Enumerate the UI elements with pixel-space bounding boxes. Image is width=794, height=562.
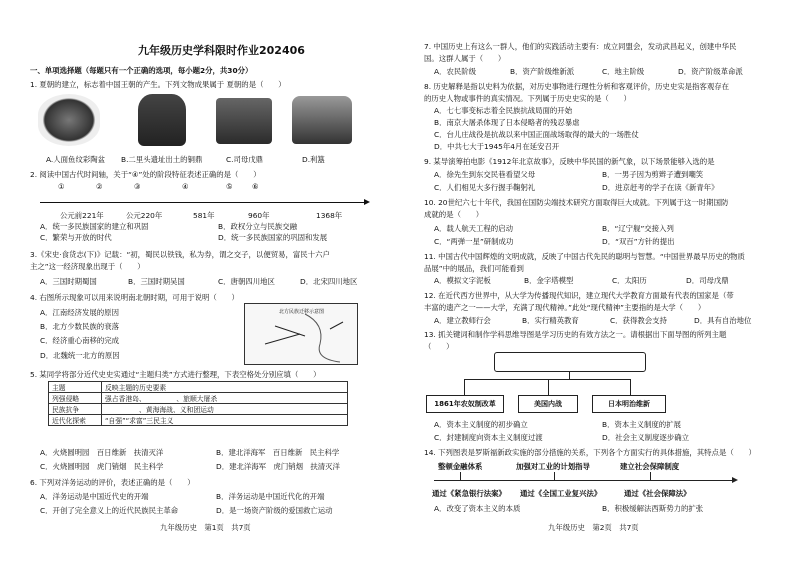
timeline-marker-3: ③ [134, 182, 141, 191]
artifact-image-b [138, 94, 186, 146]
q14-option-b[interactable]: B．积极缓解法西斯势力的扩张 [602, 504, 704, 513]
q6-option-b[interactable]: B．洋务运动是中国近代化的开端 [216, 492, 325, 501]
mindmap-connector [464, 379, 630, 380]
coastline-path [305, 314, 340, 362]
q4-option-d[interactable]: D．北魏统一北方的原因 [40, 351, 120, 360]
q11-option-a[interactable]: A．模拟文字泥板 [434, 276, 491, 285]
q5-option-b[interactable]: B．建北洋海军 百日维新 民主科学 [216, 448, 340, 457]
q3-stem: 3.《宋史·食货志(下)》记载：“初，蜀民以铁钱，私为券，谓之交子，以便贸易，富民十六户 [30, 250, 330, 259]
q2-stem: 2. 阅读中国古代时间轴，关于“④”处的阶段特征表述正确的是（ ） [30, 170, 261, 179]
q14-flow-line [434, 480, 734, 481]
q10-option-c[interactable]: C．“两弹一星”研制成功 [434, 237, 514, 246]
q4-option-c[interactable]: C．经济重心南移的完成 [40, 336, 120, 345]
timeline-date-2: 公元220年 [126, 211, 163, 220]
q2-option-d[interactable]: D．统一多民族国家的巩固和发展 [218, 233, 328, 242]
q12-stem-2: 丰富的遗产之一——大学，充满了现代精神。”此处“现代精神”主要指的是大学（ ） [424, 303, 706, 312]
q11-option-b[interactable]: B．金字塔模型 [524, 276, 574, 285]
q14-option-a[interactable]: A．改变了资本主义的本质 [434, 504, 521, 513]
q14-via-1: 通过《紧急银行法案》 [432, 489, 506, 498]
q3-stem-2: 主之”这一经济现象出现于（ ） [30, 262, 145, 271]
q8-stem-2: 的历史人物或事件的真实情况。下列属于历史史实的是（ ） [424, 94, 631, 103]
q13-option-d[interactable]: D．社会主义制度逐步确立 [602, 433, 689, 442]
timeline-marker-2: ② [96, 182, 103, 191]
mindmap-connector [464, 379, 465, 395]
q7-stem-2: 国。这群人属于（ ） [424, 54, 506, 63]
q14-label-finance: 整顿金融体系 [438, 462, 483, 471]
q13-stem: 13. 抓关键词和制作学科思维导图是学习历史的有效方法之一。请根据出下面导图的所列主题 [424, 330, 727, 339]
q8-option-d[interactable]: D．中共七大于1945年4月在延安召开 [434, 142, 560, 151]
q12-option-a[interactable]: A．建立教师行会 [434, 316, 491, 325]
q4-option-b[interactable]: B．北方少数民族的衰落 [40, 322, 119, 331]
timeline-date-3: 581年 [193, 211, 215, 220]
q9-option-a[interactable]: A．徐先生到东交民巷看望父母 [434, 170, 536, 179]
table-cell: 强占香港岛、 、旅顺大屠杀 [102, 393, 348, 404]
timeline-marker-6: ⑥ [252, 182, 259, 191]
q14-tick [650, 472, 651, 480]
q2-option-b[interactable]: B．政权分立与民族交融 [218, 222, 297, 231]
table-row [49, 404, 348, 415]
q13-stem-2: （ ） [424, 342, 454, 351]
timeline-date-5: 1368年 [316, 211, 343, 220]
q14-flow-arrowhead [732, 477, 738, 483]
timeline-marker-4: ④ [182, 182, 189, 191]
q11-option-c[interactable]: C．太阳历 [612, 276, 647, 285]
q6-option-c[interactable]: C．开创了完全意义上的近代民族民主革命 [40, 506, 179, 515]
table-cell: 民族抗争 [49, 404, 102, 415]
q9-option-d[interactable]: D．进京赶考的学子在读《新青年》 [602, 183, 719, 192]
q14-via-3: 通过《社会保障法》 [624, 489, 691, 498]
timeline-axis [40, 202, 366, 203]
artifact-image-d [292, 96, 352, 144]
q5-table [48, 381, 348, 426]
table-cell: “自强”“求富”三民主义 [102, 415, 348, 426]
q6-option-a[interactable]: A．洋务运动是中国近代史的开端 [40, 492, 149, 501]
q14-label-industry: 加强对工业的计划指导 [516, 462, 590, 471]
q3-option-c[interactable]: C．唐朝四川地区 [218, 277, 275, 286]
page-left [30, 0, 382, 562]
table-cell: 主题 [49, 382, 102, 393]
footer-right: 九年级历史 第2页 共7页 [548, 523, 639, 532]
q7-option-d[interactable]: D．资产阶级革命派 [678, 67, 743, 76]
mindmap-connector [548, 379, 549, 395]
q5-stem: 5. 某同学将部分近代史史实通过“主题归类”方式进行整理，下表空格处分别应填（ ） [30, 370, 321, 379]
timeline-date-4: 960年 [248, 211, 270, 220]
q11-option-d[interactable]: D．司母戊鼎 [686, 276, 729, 285]
table-row [49, 393, 348, 404]
q5-option-a[interactable]: A．火烧圆明园 百日维新 扶清灭洋 [40, 448, 164, 457]
artifact-image-c [216, 98, 272, 144]
q7-option-c[interactable]: C．地主阶级 [602, 67, 645, 76]
q13-option-b[interactable]: B．资本主义制度的扩展 [602, 420, 681, 429]
q1-option-b[interactable]: B.二里头遗址出土的铜鼎 [121, 155, 203, 164]
q11-stem-2: 品展”中的展品，我们可能看到 [424, 264, 524, 273]
q12-option-d[interactable]: D．具有自治地位 [694, 316, 752, 325]
q10-stem-2: 成就的是（ ） [424, 210, 484, 219]
q1-stem: 1. 夏朝的建立，标志着中国王朝的产生。下列文物成果属于 夏朝的是（ ） [30, 80, 286, 89]
q14-stem: 14. 下列图表是罗斯福新政实施的部分措施的关系，下列各个方面实行的具体措施，其特点是（ ） [424, 448, 756, 457]
q3-option-d[interactable]: D．北宋四川地区 [300, 277, 358, 286]
table-cell: 列强侵略 [49, 393, 102, 404]
q1-option-a[interactable]: A.人面鱼纹彩陶盆 [46, 155, 106, 164]
q14-via-2: 通过《全国工业复兴法》 [520, 489, 602, 498]
mindmap-box-usa: 美国内战 [518, 395, 578, 413]
timeline-arrowhead [364, 199, 370, 205]
q8-option-c[interactable]: C．台儿庄战役是抗战以来中国正面战场取得的最大的一场胜仗 [434, 130, 639, 139]
mindmap-box-japan: 日本明治维新 [592, 395, 666, 413]
q7-option-b[interactable]: B．资产阶级维新派 [510, 67, 575, 76]
page-title: 九年级历史学科限时作业202406 [138, 44, 305, 57]
q6-stem: 6. 下列对洋务运动的评价，表述正确的是（ ） [30, 478, 195, 487]
migration-arrow [275, 326, 305, 336]
q5-option-c[interactable]: C．火烧圆明园 虎门销烟 民主科学 [40, 462, 164, 471]
table-cell: 反映主题的历史要素 [102, 382, 348, 393]
q6-option-d[interactable]: D．是一场资产阶级的爱国救亡运动 [216, 506, 333, 515]
q1-option-c[interactable]: C.司母戊鼎 [226, 155, 264, 164]
migration-arrow [330, 322, 343, 329]
mindmap-connector [630, 379, 631, 395]
q10-option-d[interactable]: D．“双百”方针的提出 [602, 237, 675, 246]
q12-option-b[interactable]: B．实行精英教育 [522, 316, 579, 325]
q9-option-c[interactable]: C．人们相见大多行握手鞠躬礼 [434, 183, 536, 192]
q4-option-a[interactable]: A．江南经济发展的原因 [40, 308, 119, 317]
mindmap-box-russia: 1861年农奴制改革 [426, 395, 504, 413]
q2-option-a[interactable]: A．统一多民族国家的建立和巩固 [40, 222, 149, 231]
migration-arrow [265, 334, 300, 344]
q10-stem: 10. 20世纪六七十年代，我国在国防尖端技术研究方面取得巨大成就。下列属于这一时期国防 [424, 198, 729, 207]
table-cell: 近代化探索 [49, 415, 102, 426]
q11-stem: 11. 中国古代中国辉煌的文明成就，反映了中国古代先民的聪明与智慧。“中国世界最早历史的物质 [424, 252, 745, 261]
q13-option-a[interactable]: A．资本主义制度的初步确立 [434, 420, 528, 429]
q10-option-b[interactable]: B．“辽宁舰”交接入列 [602, 224, 674, 233]
page-right [424, 0, 776, 562]
artifact-image-a [38, 94, 100, 146]
q9-option-b[interactable]: B．一男子因为剪辫子遭到嘲笑 [602, 170, 704, 179]
q8-option-a[interactable]: A．七七事变标志着全民族抗战局面的开始 [434, 106, 573, 115]
q8-stem: 8. 历史解释是指以史料为依据，对历史事物进行理性分析和客观评价，历史史实是指客观存在 [424, 82, 730, 91]
q7-stem: 7. 中国历史上有这么一群人，他们的实践活动主要有：成立同盟会，发动武昌起义，创建中华民 [424, 42, 737, 51]
map-label: 北方民族迁移示意图 [279, 309, 325, 315]
mindmap-connector [569, 371, 570, 379]
section-heading: 一、单项选择题（每题只有一个正确的选项，每小题2分，共30分） [30, 66, 253, 75]
q9-stem: 9. 某导演筹拍电影《1912年北京故事》，反映中华民国的新气象，以下场景能够入选的是 [424, 157, 715, 166]
q4-stem: 4. 右图所示现象可以用来说明南北朝时期，可用于说明（ ） [30, 293, 239, 302]
q3-option-a[interactable]: A．三国时期蜀国 [40, 277, 97, 286]
mindmap-topic-box [494, 352, 646, 372]
q12-stem: 12. 在近代西方世界中，从大学为传播现代知识，建立现代大学教育方面最有代表的国家是（带 [424, 291, 734, 300]
q14-tick [554, 472, 555, 480]
footer-left: 九年级历史 第1页 共7页 [160, 523, 251, 532]
q1-option-d[interactable]: D.利簋 [302, 155, 325, 164]
timeline-marker-5: ⑤ [226, 182, 233, 191]
table-cell: 、黄海海战、义和团运动 [102, 404, 348, 415]
timeline-date-1: 公元前221年 [60, 211, 104, 220]
table-row [49, 415, 348, 426]
q13-option-c[interactable]: C．封建制度向资本主义制度过渡 [434, 433, 543, 442]
q14-label-security: 建立社会保障制度 [620, 462, 680, 471]
migration-map [244, 303, 358, 365]
q2-option-c[interactable]: C．繁荣与开放的时代 [40, 233, 112, 242]
q10-option-a[interactable]: A．载人航天工程的启动 [434, 224, 513, 233]
q5-option-d[interactable]: D．建北洋海军 虎门销烟 扶清灭洋 [216, 462, 340, 471]
timeline-marker-1: ① [58, 182, 65, 191]
q7-option-a[interactable]: A．农民阶级 [434, 67, 477, 76]
table-row [49, 382, 348, 393]
q14-tick [460, 472, 461, 480]
q8-option-b[interactable]: B．南京大屠杀体现了日本侵略者的残忍暴虐 [434, 118, 580, 127]
q12-option-c[interactable]: C．获得教会支持 [610, 316, 667, 325]
q3-option-b[interactable]: B．三国时期吴国 [128, 277, 185, 286]
